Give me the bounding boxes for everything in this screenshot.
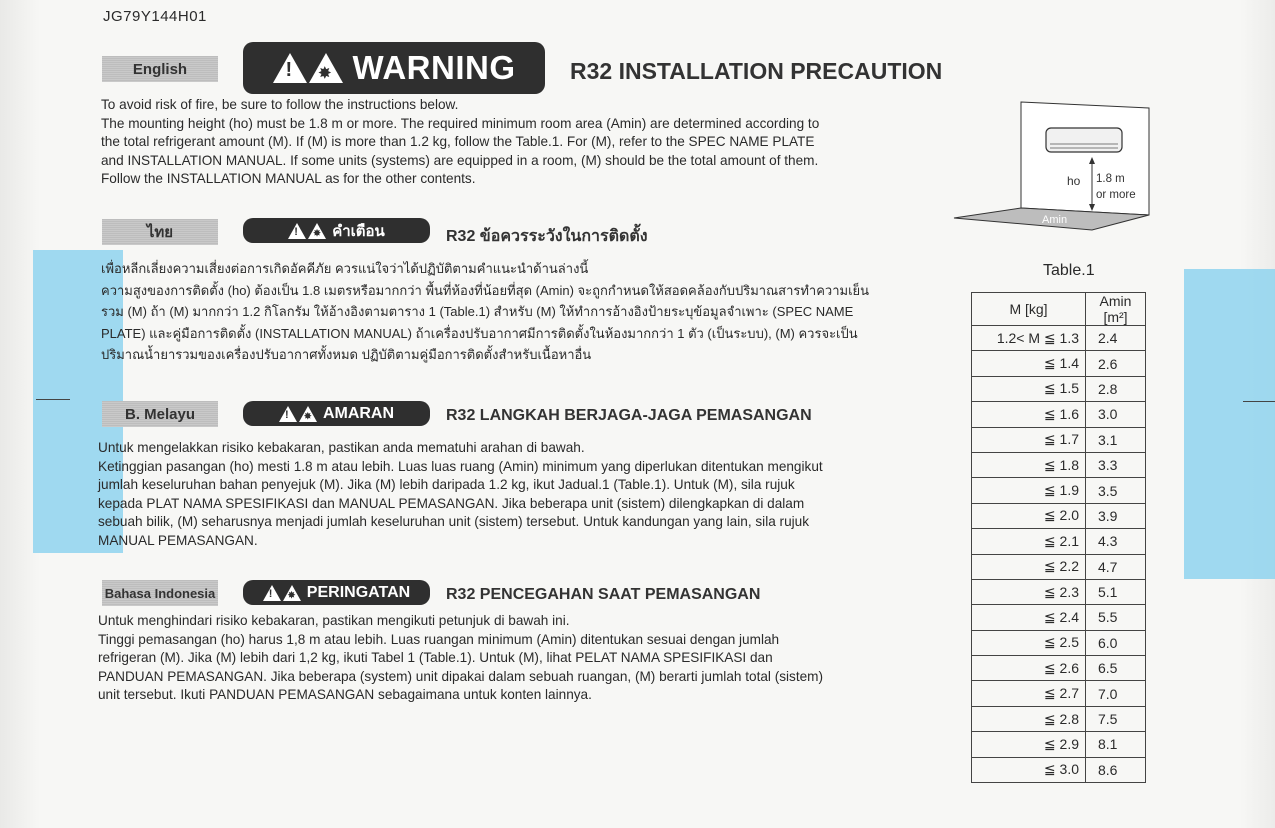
flammable-icon xyxy=(283,585,301,601)
malay-title: R32 LANGKAH BERJAGA-JAGA PEMASANGAN xyxy=(446,407,812,424)
indonesian-line: unit tersebut. Ikuti PANDUAN PEMASANGAN sebagaimana untuk konten lainnya. xyxy=(98,687,592,703)
mass-cell: ≦ 2.6 xyxy=(972,656,1086,681)
thai-line: เพื่อหลีกเลี่ยงความเสี่ยงต่อการเกิดอัคคีภัย ควรแน่ใจว่าได้ปฏิบัติตามคำแนะนำด้านล่างนี้ xyxy=(101,261,589,276)
indonesian-paragraph xyxy=(98,612,823,705)
document-id: JG79Y144H01 xyxy=(103,8,207,25)
column-header-m: M [kg] xyxy=(972,293,1086,326)
indonesian-line: PANDUAN PEMASANGAN. Jika beberapa (system) unit dipakai dalam sebuah ruangan, (M) berarti jumlah total (sistem) xyxy=(98,668,824,684)
area-cell: 2.6 xyxy=(1086,351,1146,376)
table-header-row xyxy=(972,293,1146,326)
indonesian-line: refrigeran (M). Jika (M) lebih dari 1,2 kg, ikuti Tabel 1 (Table.1). Untuk (M), lihat PELAT NAMA SPESIFIKASI dan xyxy=(98,650,773,666)
area-cell: 7.5 xyxy=(1086,706,1146,731)
english-line: To avoid risk of fire, be sure to follow the instructions below. xyxy=(101,97,459,112)
area-cell: 3.9 xyxy=(1086,503,1146,528)
table-row xyxy=(972,478,1146,503)
table-row xyxy=(972,376,1146,401)
english-paragraph xyxy=(101,96,819,189)
flammable-icon xyxy=(299,406,317,422)
indonesian-line: Tinggi pemasangan (ho) harus 1,8 m atau lebih. Luas ruangan minimum (Amin) ditentukan sesuai dengan jumlah xyxy=(98,631,780,647)
flammable-icon xyxy=(309,53,343,83)
area-cell: 2.8 xyxy=(1086,376,1146,401)
table-row xyxy=(972,554,1146,579)
thai-line: ความสูงของการติดตั้ง (ho) ต้องเป็น 1.8 เมตรหรือมากกว่า พื้นที่ห้องที่น้อยที่สุด (Amin) จะถูกกำหนดให้สอดคล้องกับปริมาณสารทำความเย็น xyxy=(101,282,870,298)
warning-icon xyxy=(288,223,306,239)
thai-line: PLATE) และคู่มือการติดตั้ง (INSTALLATION MANUAL) ถ้าเครื่องปรับอากาศมีการติดตั้งในห้องมากกว่า 1 ตัว (เป็นระบบ), (M) ควรจะเป็น xyxy=(101,325,858,341)
malay-line: jumlah keseluruhan bahan penyejuk (M). Jika (M) lebih daripada 1.2 kg, ikut Jadual.1 (Table.1). Untuk (M), sila rujuk xyxy=(98,477,795,493)
mass-cell: ≦ 3.0 xyxy=(972,757,1086,782)
area-cell: 2.4 xyxy=(1086,326,1146,351)
mass-cell: ≦ 1.8 xyxy=(972,452,1086,477)
indonesian-title: R32 PENCEGAHAN SAAT PEMASANGAN xyxy=(446,586,761,603)
malay-line: Ketinggian pasangan (ho) mesti 1.8 m atau lebih. Luas luas ruang (Amin) minimum yang diperlukan ditentukan mengikut xyxy=(98,458,823,474)
table-row xyxy=(972,452,1146,477)
area-cell: 3.3 xyxy=(1086,452,1146,477)
warning-label: WARNING xyxy=(352,49,516,86)
thai-title: R32 ข้อควรระวังในการติดตั้ง xyxy=(446,228,648,245)
ho-label: ho xyxy=(1067,174,1081,188)
table-row xyxy=(972,681,1146,706)
thai-paragraph xyxy=(101,258,869,366)
area-cell: 5.5 xyxy=(1086,605,1146,630)
mass-cell: ≦ 2.1 xyxy=(972,529,1086,554)
height-value-label: 1.8 m xyxy=(1096,173,1125,185)
area-cell: 8.6 xyxy=(1086,757,1146,782)
table-row xyxy=(972,656,1146,681)
english-line: The mounting height (ho) must be 1.8 m or more. The required minimum room area (Amin) are determined according to xyxy=(101,115,820,131)
area-cell: 7.0 xyxy=(1086,681,1146,706)
language-label-malay: B. Melayu xyxy=(102,401,218,427)
table-row xyxy=(972,503,1146,528)
malay-line: kepada PLAT NAMA SPESIFIKASI dan MANUAL PEMASANGAN. Jika beberapa unit (sistem) dilengkapkan di dalam xyxy=(98,495,805,511)
table-row xyxy=(972,427,1146,452)
mass-cell: ≦ 1.5 xyxy=(972,376,1086,401)
table-row xyxy=(972,402,1146,427)
table-row xyxy=(972,605,1146,630)
column-header-amin: Amin [m²] xyxy=(1086,293,1146,326)
language-label-indonesian: Bahasa Indonesia xyxy=(102,580,218,606)
mass-cell: ≦ 1.9 xyxy=(972,478,1086,503)
area-cell: 4.7 xyxy=(1086,554,1146,579)
english-title: R32 INSTALLATION PRECAUTION xyxy=(570,58,943,84)
mass-cell: ≦ 2.9 xyxy=(972,732,1086,757)
table-row xyxy=(972,351,1146,376)
area-cell: 3.5 xyxy=(1086,478,1146,503)
mass-cell: ≦ 2.8 xyxy=(972,706,1086,731)
table-row xyxy=(972,732,1146,757)
table-row xyxy=(972,757,1146,782)
area-cell: 3.0 xyxy=(1086,402,1146,427)
table-row xyxy=(972,326,1146,351)
refrigerant-area-table xyxy=(971,292,1146,783)
floor-area-label: Amin xyxy=(1042,214,1068,226)
mass-cell: ≦ 2.7 xyxy=(972,681,1086,706)
malay-line: Untuk mengelakkan risiko kebakaran, pastikan anda mematuhi arahan di bawah. xyxy=(98,440,585,455)
mass-cell: 1.2< M ≦ 1.3 xyxy=(972,326,1086,351)
area-cell: 6.5 xyxy=(1086,656,1146,681)
area-cell: 6.0 xyxy=(1086,630,1146,655)
table-row xyxy=(972,529,1146,554)
language-label-english: English xyxy=(102,56,218,82)
indonesian-line: Untuk menghindari risiko kebakaran, pastikan mengikuti petunjuk di bawah ini. xyxy=(98,613,570,628)
english-line: the total refrigerant amount (M). If (M) is more than 1.2 kg, follow the Table.1. For (M), refer to the SPEC NAME PLATE xyxy=(101,134,815,150)
air-conditioner-icon xyxy=(1046,128,1122,152)
flammable-icon xyxy=(308,223,326,239)
warning-badge xyxy=(243,42,545,94)
mass-cell: ≦ 2.2 xyxy=(972,554,1086,579)
blue-tape-right xyxy=(1184,269,1275,579)
table-caption: Table.1 xyxy=(1043,262,1095,279)
installation-height-diagram xyxy=(952,100,1152,235)
malay-line: MANUAL PEMASANGAN. xyxy=(98,532,258,548)
warning-badge-thai xyxy=(243,218,430,243)
table-row xyxy=(972,706,1146,731)
area-cell: 3.1 xyxy=(1086,427,1146,452)
mass-cell: ≦ 2.3 xyxy=(972,579,1086,604)
thai-line: รวม (M) ถ้า (M) มากกว่า 1.2 กิโลกรัม ให้อ้างอิงตามตาราง 1 (Table.1) สำหรับ (M) ให้ทำการอ้างอิงป้ายระบุข้อมูลจำเพาะ (SPEC NAME xyxy=(101,304,854,320)
area-cell: 8.1 xyxy=(1086,732,1146,757)
warning-label-thai: คำเตือน xyxy=(332,222,385,240)
warning-badge-indonesian xyxy=(243,580,430,605)
english-line: and INSTALLATION MANUAL. If some units (systems) are equipped in a room, (M) should be the total amount of them. xyxy=(101,152,819,168)
english-line: Follow the INSTALLATION MANUAL as for the other contents. xyxy=(101,171,476,187)
area-cell: 4.3 xyxy=(1086,529,1146,554)
table-row xyxy=(972,630,1146,655)
malay-line: sebuah bilik, (M) seharusnya menjadi jumlah keseluruhan unit (sistem) tersebut. Untuk kandungan yang lain, sila rujuk xyxy=(98,514,810,530)
table-row xyxy=(972,579,1146,604)
warning-badge-malay xyxy=(243,401,430,426)
mass-cell: ≦ 1.6 xyxy=(972,402,1086,427)
malay-paragraph xyxy=(98,439,823,551)
warning-icon xyxy=(263,585,281,601)
language-label-thai: ไทย xyxy=(102,219,218,245)
height-qualifier-label: or more xyxy=(1096,189,1136,201)
warning-label-malay: AMARAN xyxy=(322,404,395,422)
mass-cell: ≦ 1.4 xyxy=(972,351,1086,376)
area-cell: 5.1 xyxy=(1086,579,1146,604)
thai-line: ปริมาณน้ำยารวมของเครื่องปรับอากาศทั้งหมด ปฏิบัติตามคู่มือการติดตั้งสำหรับเนื้อหาอื่น xyxy=(101,347,592,363)
warning-label-indonesian: PERINGATAN xyxy=(306,583,411,601)
mass-cell: ≦ 2.0 xyxy=(972,503,1086,528)
fold-mark-left xyxy=(36,399,70,400)
fold-mark-right xyxy=(1243,401,1275,402)
mass-cell: ≦ 2.5 xyxy=(972,630,1086,655)
mass-cell: ≦ 1.7 xyxy=(972,427,1086,452)
mass-cell: ≦ 2.4 xyxy=(972,605,1086,630)
warning-icon xyxy=(273,53,307,83)
warning-icon xyxy=(279,406,297,422)
